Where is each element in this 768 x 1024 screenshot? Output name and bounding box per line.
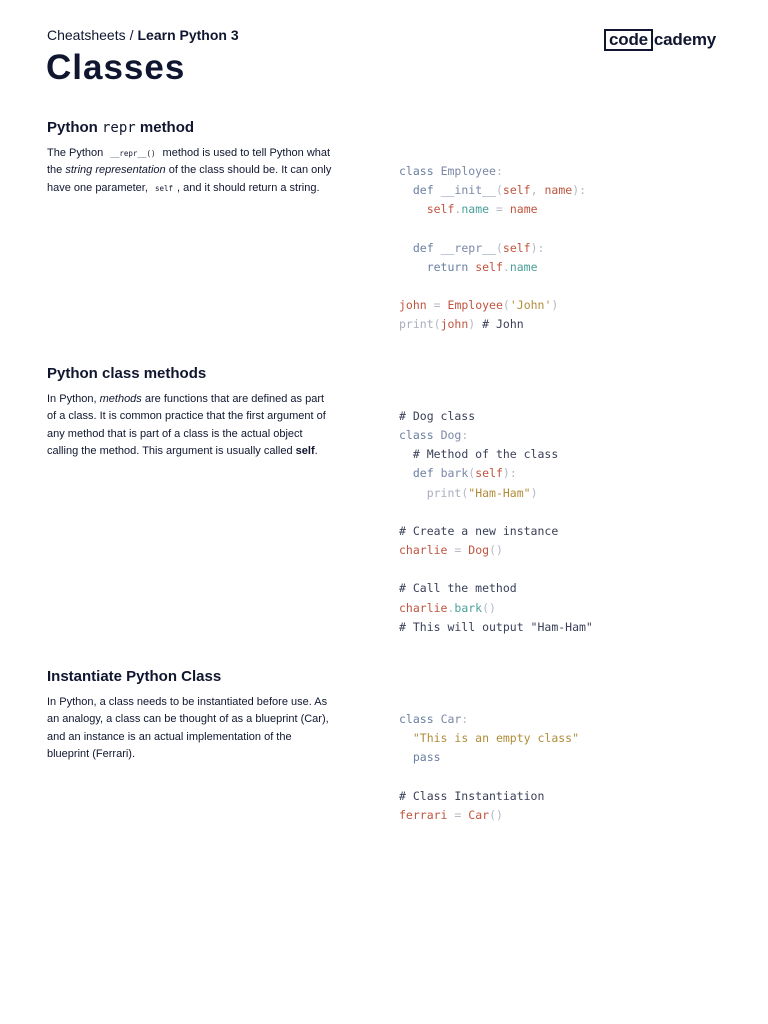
- logo-text: cademy: [653, 30, 717, 49]
- desc-text: method is used to tell Python what the: [47, 147, 331, 177]
- code-block: # Dog class class Dog: # Method of the class def bark(self): print("Ham-Ham") # Create a new instance charlie = Dog() # Call the method charlie.bark() # This will output "Ham-Ham": [399, 409, 593, 634]
- codecademy-logo[interactable]: [604, 29, 716, 51]
- inline-code: __repr__(): [110, 149, 156, 158]
- title-suffix: method: [135, 119, 195, 136]
- desc-text: In Python,: [47, 393, 97, 405]
- logo-boxed-text: code: [604, 29, 653, 51]
- code-block: class Employee: def __init__(self, name): self.name = name def __repr__(self): return self.name john = Employee('John') print(john) # John: [399, 164, 587, 332]
- page-title: Classes: [46, 48, 186, 87]
- breadcrumb-separator: /: [129, 27, 134, 43]
- desc-text: , and it should return a string.: [177, 181, 320, 194]
- desc-emphasis: string representation: [65, 164, 166, 177]
- title-code: repr: [102, 120, 136, 136]
- desc-text: The Python: [47, 147, 104, 159]
- desc-emphasis: methods: [99, 393, 142, 405]
- breadcrumb-current[interactable]: Learn Python 3: [137, 27, 239, 43]
- desc-text: of the class should be. It can only have one parameter,: [47, 164, 332, 194]
- section-title: [47, 119, 194, 136]
- title-prefix: Python: [47, 119, 102, 136]
- inline-code: self: [154, 183, 174, 193]
- desc-text: .: [314, 445, 318, 458]
- section-description: [47, 145, 332, 197]
- section-title: Instantiate Python Class: [47, 668, 222, 685]
- section-title: Python class methods: [47, 365, 207, 382]
- code-block: class Car: "This is an empty class" pass # Class Instantiation ferrari = Car(): [399, 712, 580, 822]
- desc-strong: self: [295, 445, 315, 458]
- breadcrumb: [47, 27, 239, 43]
- section-description: [47, 391, 332, 461]
- breadcrumb-link-cheatsheets[interactable]: Cheatsheets: [47, 27, 126, 43]
- section-description: In Python, a class needs to be instantiated before use. As an analogy, a class can be thought of as a blueprint (Car), and an instance is an actual implementation of the blueprint (Ferrari).: [47, 696, 329, 761]
- desc-text: are functions that are defined as part of a class. It is common practice that the first argument of any method that is part of a class is the actual object calling the method. This argument is usually called: [47, 393, 326, 458]
